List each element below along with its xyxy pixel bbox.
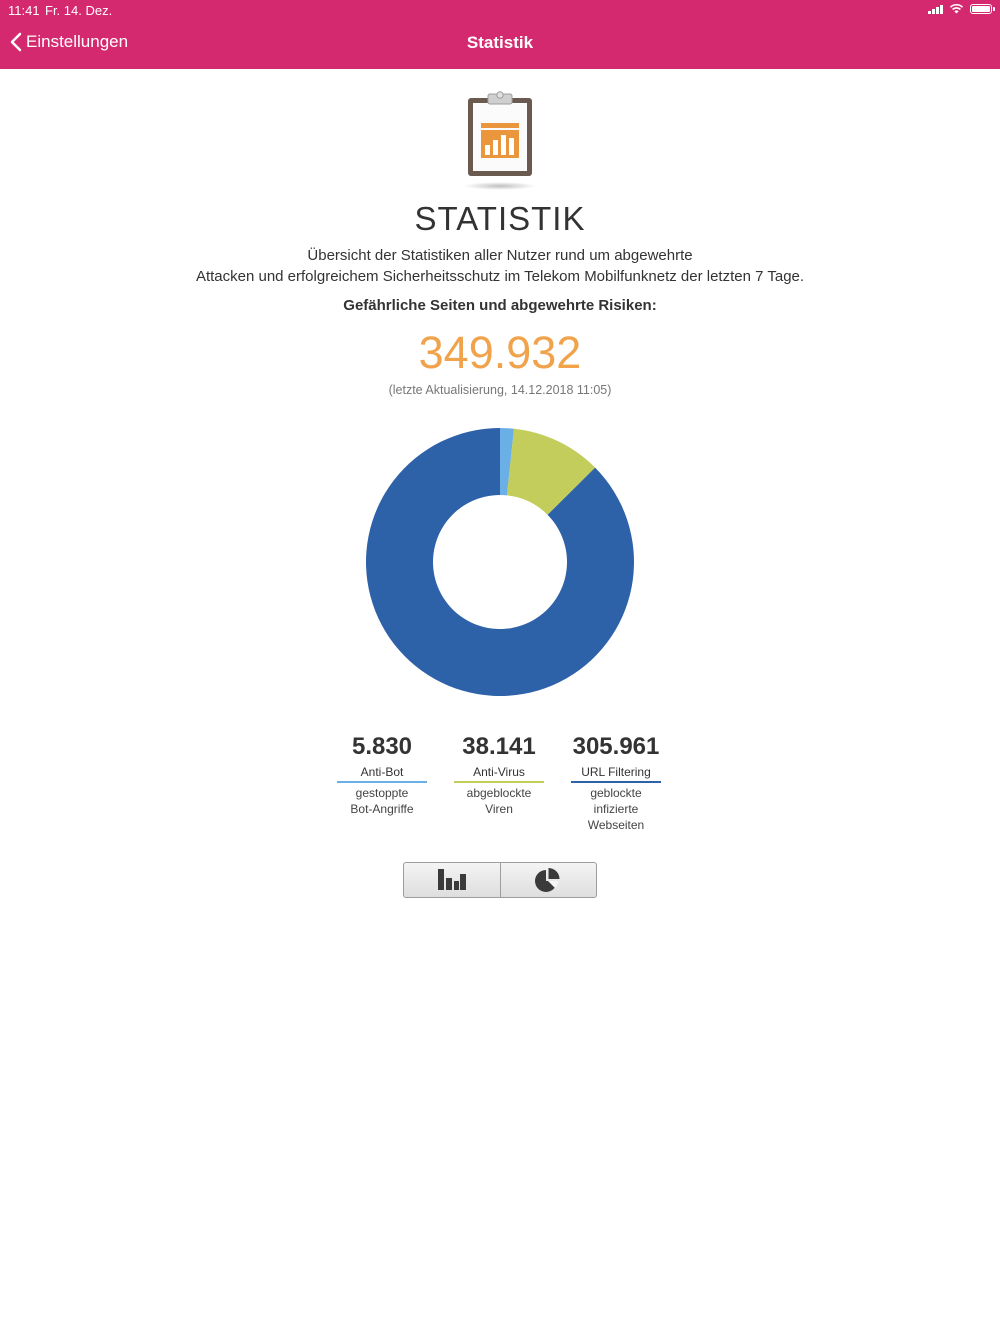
legend-desc-line: Webseiten bbox=[587, 818, 645, 832]
legend-desc-line: geblockte bbox=[590, 786, 642, 800]
battery-icon bbox=[970, 4, 992, 14]
legend-item-url-filtering bbox=[569, 733, 663, 833]
nav-title: Statistik bbox=[466, 33, 534, 52]
description-line-1: Übersicht der Statistiken aller Nutzer rund um abgewehrte bbox=[307, 247, 693, 264]
section-heading: Gefährliche Seiten und abgewehrte Risiken: bbox=[343, 297, 657, 314]
legend-desc-line: infizierte bbox=[593, 802, 639, 816]
legend-value: 305.961 bbox=[572, 733, 660, 760]
description-line-2: Attacken und erfolgreichem Sicherheitsschutz im Telekom Mobilfunknetz der letzten 7 Tage. bbox=[195, 268, 805, 285]
bar-chart-view-button[interactable] bbox=[404, 863, 500, 897]
legend-line-anti-virus bbox=[454, 781, 544, 783]
signal-icon bbox=[928, 4, 943, 14]
nav-bar bbox=[0, 20, 1000, 69]
status-date: Fr. 14. Dez. bbox=[45, 3, 113, 18]
status-icons bbox=[928, 3, 992, 14]
legend-label: URL Filtering bbox=[581, 765, 651, 779]
legend-desc-line: abgeblockte bbox=[466, 786, 532, 800]
pie-chart-icon bbox=[534, 867, 562, 893]
legend-description bbox=[569, 785, 663, 833]
legend-line-url-filtering bbox=[571, 781, 661, 783]
description bbox=[100, 245, 900, 287]
status-time: 11:41 bbox=[8, 3, 40, 18]
legend-label: Anti-Virus bbox=[473, 765, 525, 779]
legend-item-anti-virus bbox=[452, 733, 546, 817]
legend-label: Anti-Bot bbox=[360, 765, 404, 779]
legend-item-anti-bot bbox=[335, 733, 429, 817]
legend-value: 38.141 bbox=[462, 733, 536, 760]
donut-chart bbox=[366, 428, 634, 701]
donut-chart-svg bbox=[366, 428, 634, 696]
wifi-icon bbox=[949, 3, 964, 14]
legend-desc-line: Bot-Angriffe bbox=[350, 802, 414, 816]
chart-view-toggle bbox=[403, 862, 597, 898]
last-update: (letzte Aktualisierung, 14.12.2018 11:05) bbox=[388, 383, 612, 397]
legend-description bbox=[452, 785, 546, 817]
legend-value: 5.830 bbox=[351, 733, 413, 760]
total-value: 349.932 bbox=[418, 327, 582, 378]
clipboard-chart-icon bbox=[462, 88, 538, 194]
page-title: STATISTIK bbox=[414, 200, 586, 237]
status-bar bbox=[0, 0, 1000, 20]
bar-chart-icon bbox=[437, 869, 467, 891]
pie-chart-view-button[interactable] bbox=[500, 863, 597, 897]
legend-desc-line: gestoppte bbox=[355, 786, 409, 800]
legend-desc-line: Viren bbox=[485, 802, 513, 816]
legend-description bbox=[335, 785, 429, 817]
back-label: Einstellungen bbox=[26, 32, 129, 51]
legend-line-anti-bot bbox=[337, 781, 427, 783]
